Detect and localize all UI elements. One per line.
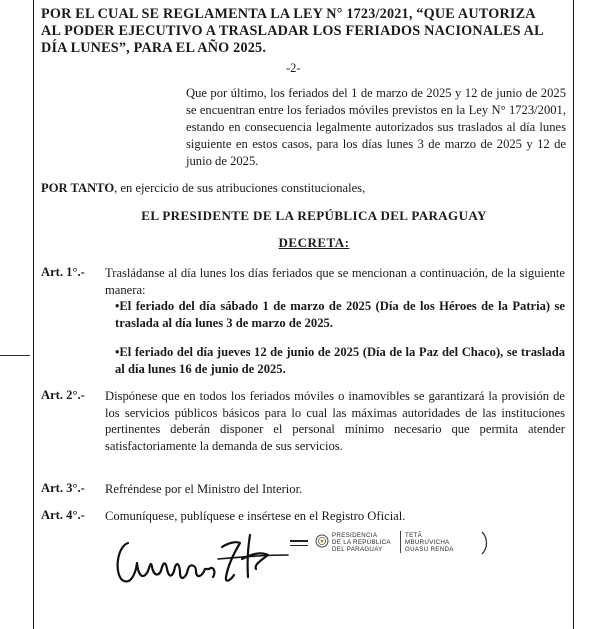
decreta-text: DECRETA:	[278, 235, 350, 250]
article-2-label: Art. 2°.-	[41, 388, 85, 402]
president-heading: EL PRESIDENTE DE LA REPÚBLICA DEL PARAGUAY	[141, 208, 487, 223]
article-3-text: Refréndese por el Ministro del Interior.	[105, 482, 303, 496]
decree-title-line-2: AL PODER EJECUTIVO A TRASLADAR LOS FERIADOS NACIONALES AL	[41, 23, 544, 39]
article-3-label: Art. 3°.-	[41, 481, 85, 495]
double-dash-mark	[290, 540, 308, 546]
seal-text-spanish	[332, 532, 391, 553]
seal-left-line-3: DEL PARAGUAY	[332, 546, 383, 553]
handwritten-signature	[110, 525, 290, 595]
considerando-paragraph: Que por último, los feriados del 1 de marzo de 2025 y 12 de junio de 2025 se encuentran entre los feriados móviles previstos en la Ley N° 1723/2001, estando en consecuencia legalmente autorizados sus traslados al día lunes siguiente en estos casos, para los días lunes 3 de marzo de 2025 y 12 de junio de 2025.	[186, 86, 566, 168]
margin-mark	[0, 355, 30, 356]
article-1-label: Art. 1°.-	[41, 265, 85, 279]
seal-left-line-1: PRESIDENCIA	[332, 532, 378, 539]
decree-title	[41, 6, 566, 57]
por-tanto-line	[41, 181, 365, 196]
article-4-label: Art. 4°.-	[41, 508, 85, 522]
seal-right-line-1: TETÃ	[405, 532, 423, 539]
decree-title-line-1: POR EL CUAL SE REGLAMENTA LA LEY N° 1723/2021, “QUE AUTORIZA	[41, 6, 536, 22]
left-border-line	[33, 0, 34, 629]
article-1-item-2: •El feriado del día jueves 12 de junio de 2025 (Día de la Paz del Chaco), se traslada al día lunes 16 de junio de 2025.	[115, 345, 565, 376]
decree-title-line-3: DÍA LUNES”, PARA EL AÑO 2025.	[41, 40, 267, 56]
signature-area	[110, 525, 490, 595]
republic-seal-icon	[315, 534, 329, 548]
seal-left-line-2: DE LA REPÚBLICA	[332, 539, 391, 546]
seal-right-line-2: MBURUVICHA	[405, 539, 450, 546]
seal-divider	[400, 531, 401, 553]
right-border-line	[573, 0, 574, 629]
article-1-item-1: •El feriado del día sábado 1 de marzo de 2025 (Día de los Héroes de la Patria) se traslada al día lunes 3 de marzo de 2025.	[115, 299, 565, 330]
seal-bracket-icon	[480, 530, 490, 556]
por-tanto-bold: POR TANTO	[41, 181, 115, 195]
article-4-text: Comuníquese, publíquese e insértese en el Registro Oficial.	[105, 509, 406, 523]
article-2-text: Dispónese que en todos los feriados móviles o inamovibles se garantizará la provisión de los servicios públicos básicos para lo cual las máximas autoridades de las instituciones pertinentes deberán disponer el personal mínimo necesario que permita atender satisfactoriamente la demanda de sus servicios.	[105, 389, 565, 453]
por-tanto-rest: , en ejercicio de sus atribuciones constitucionales,	[114, 181, 366, 195]
seal-text-guarani	[405, 532, 454, 553]
page-number: -2-	[286, 61, 301, 75]
article-1-text: Trasládanse al día lunes los días feriados que se mencionan a continuación, de la siguiente manera:	[105, 266, 565, 297]
seal-right-line-3: GUASU RENDA	[405, 546, 454, 553]
decreta-heading	[0, 235, 600, 251]
